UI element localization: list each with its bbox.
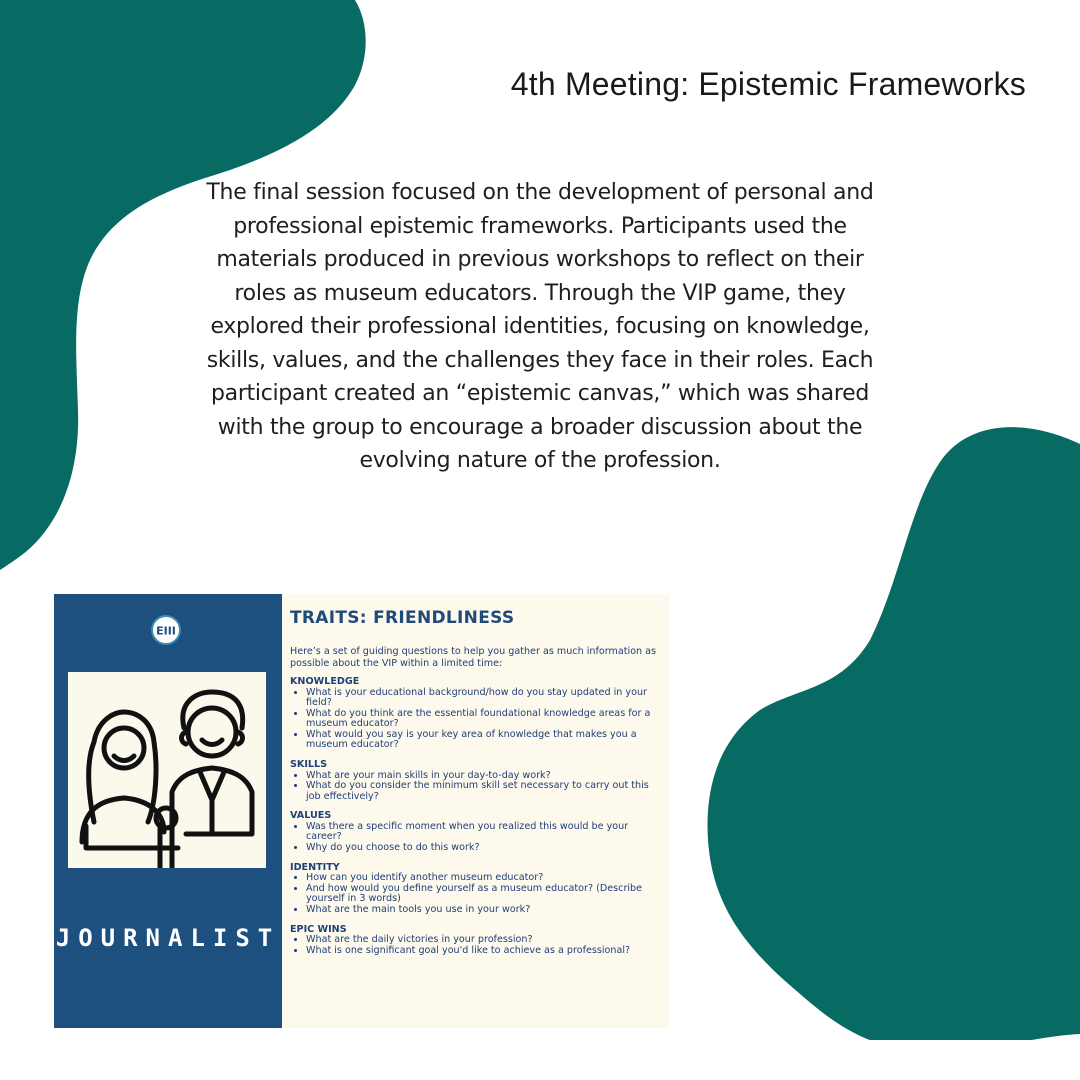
card-questions-panel — [282, 594, 669, 1028]
section-identity — [290, 862, 661, 916]
question-item: • What are the daily victories in your profession? — [306, 935, 661, 946]
question-item: • Was there a specific moment when you realized this would be your career? — [306, 822, 661, 843]
question-item: • What would you say is your key area of knowledge that makes you a museum educator? — [306, 730, 661, 751]
question-item: • What are your main skills in your day-to-day work? — [306, 771, 661, 782]
question-item: • And how would you define yourself as a museum educator? (Describe yourself in 3 words) — [306, 884, 661, 905]
section-knowledge — [290, 676, 661, 751]
teal-blob-bottom-right — [700, 420, 1080, 1040]
question-item: • What do you think are the essential foundational knowledge areas for a museum educator? — [306, 709, 661, 730]
journalist-interview-icon — [68, 672, 266, 868]
intro-paragraph: The final session focused on the development of personal and professional epistemic frameworks. Participants used the materials produced in previous workshops to reflect on their roles as museum educators. Through the VIP game, they explored their professional identities, focusing on knowledge, skills, values, and the challenges they face in their roles. Each participant created an “epistemic canvas,” which was shared with the group to encourage a broader discussion about the evolving nature of the profession. — [206, 180, 874, 473]
vip-game-card — [54, 594, 669, 1028]
page-title: 4th Meeting: Epistemic Frameworks — [510, 66, 1026, 102]
question-item: • How can you identify another museum educator? — [306, 873, 661, 884]
question-item: • Why do you choose to do this work? — [306, 843, 661, 854]
question-item: • What do you consider the minimum skill set necessary to carry out this job effectively? — [306, 781, 661, 802]
logo-text: EIII — [156, 624, 176, 638]
question-item: • What are the main tools you use in your work? — [306, 905, 661, 916]
section-heading: VALUES — [290, 810, 332, 822]
section-heading: IDENTITY — [290, 861, 340, 873]
section-heading: EPIC WINS — [290, 923, 347, 935]
section-skills — [290, 759, 661, 802]
traits-title: TRAITS: FRIENDLINESS — [290, 608, 515, 628]
logo-icon — [150, 614, 182, 646]
card-role-panel — [54, 594, 282, 1028]
card-intro-text: Here’s a set of guiding questions to help you gather as much information as possible about the VIP within a limited time: — [290, 646, 657, 669]
section-values — [290, 810, 661, 853]
section-heading: SKILLS — [290, 759, 328, 771]
question-item: • What is one significant goal you'd like to achieve as a professional? — [306, 946, 661, 957]
question-item: • What is your educational background/how do you stay updated in your field? — [306, 688, 661, 709]
section-epic-wins — [290, 924, 661, 957]
role-label: JOURNALIST — [55, 924, 281, 952]
section-heading: KNOWLEDGE — [290, 676, 360, 687]
